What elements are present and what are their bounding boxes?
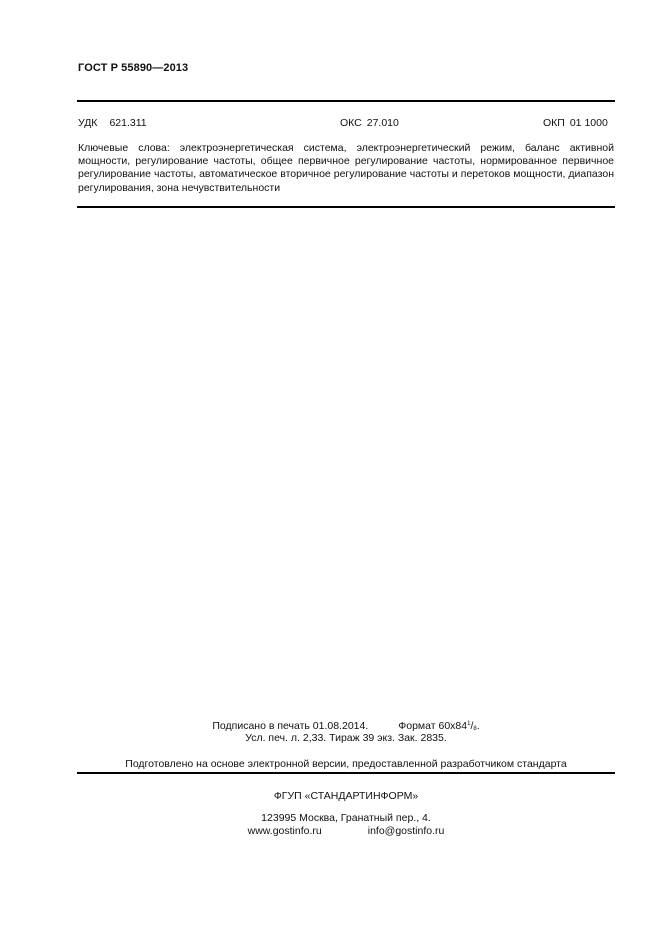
website-link[interactable]: www.gostinfo.ru [247,825,322,837]
divider-middle [77,206,615,208]
udk-code [78,117,147,129]
prepared-note: Подготовлено на основе электронной версии, предоставленной разработчиком стандарта [125,758,567,770]
format-fraction-denominator: 8 [473,726,477,732]
oks-code [340,117,399,129]
keywords-paragraph: Ключевые слова: электроэнергетическая система, электроэнергетический режим, баланс активной мощности, регулирование частоты, общее первичное регулирование частоты, нормированное первичное регулирование частоты, автоматическое вторичное регулирование частоты и перетоков мощности, диапазон регулирования, зона нечувствительности [78,142,614,194]
format-label: Формат 60x84 [398,720,468,732]
publisher-address: 123995 Москва, Гранатный пер., 4. [261,812,431,824]
paper-format: Формат $60x84^1/_8$. [398,720,480,732]
publisher-name: ФГУП «СТАНДАРТИНФОРМ» [273,790,419,802]
oks-value: 27.010 [366,117,399,129]
contact-line [77,824,615,838]
document-code: ГОСТ Р 55890—2013 [78,62,189,74]
divider-bottom [77,772,615,774]
format-fraction-numerator: 1 [467,721,471,727]
okp-label: ОКП [543,117,565,129]
print-details: Усл. печ. л. 2,33. Тираж 39 экз. Зак. 2835. [245,732,447,744]
divider-top [77,100,615,102]
format-suffix: . [476,720,480,732]
email-link[interactable]: info@gostinfo.ru [367,825,445,837]
udk-value: 621.311 [109,117,147,129]
okp-code [543,117,608,129]
udk-label: УДК [78,117,98,129]
oks-label: ОКС [340,117,362,129]
signed-date: Подписано в печать 01.08.2014. [212,720,369,732]
okp-value: 01 1000 [569,117,608,129]
